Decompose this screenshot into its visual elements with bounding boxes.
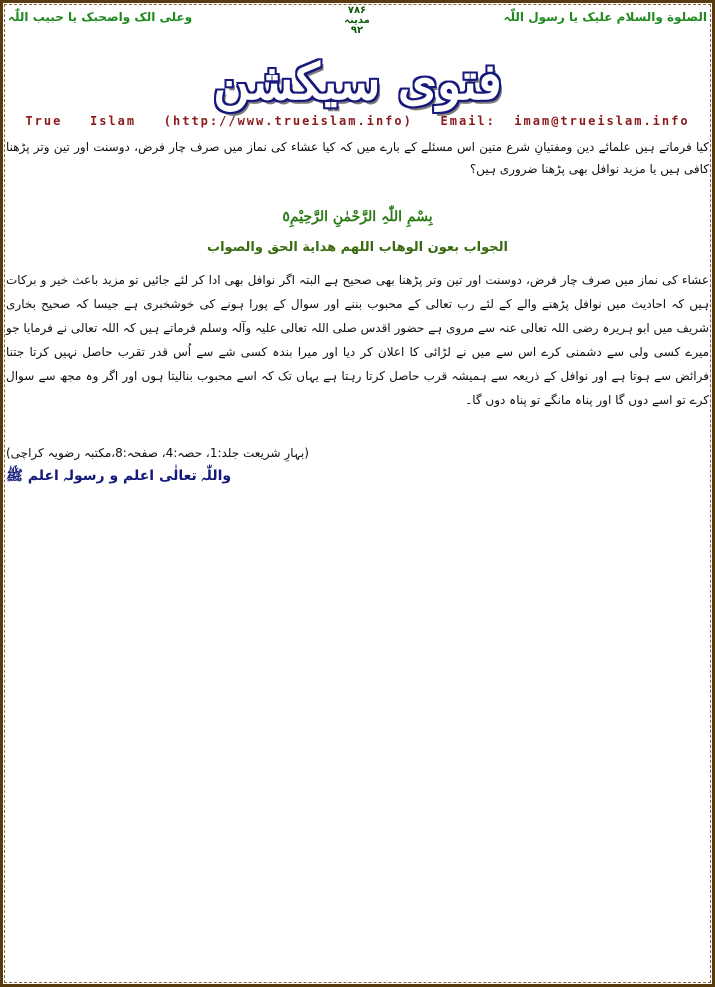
madani-bottom-number: ۹۲	[350, 25, 364, 36]
bismillah: بِسْمِ اللّٰہِ الرَّحْمٰنِ الرَّحِیْمِ٥	[282, 209, 433, 225]
madani-emblem	[332, 6, 382, 36]
answer-text: عشاء کی نماز میں صرف چار فرض، دوسنت اور تین وتر پڑھنا بھی صحیح ہے البتہ اگر نوافل بھی ادا کر لئے جائیں تو مزید باعث خیر و برکات ہیں کہ احادیث میں نوافل پڑھنے والے کے لئے رب تعالی کے محبوب بننے اور سوال کے پورا ہونے کی خوشخبری ہے جیسا کہ صحیح بخاری شریف میں ابو ہریرہ رضی اللہ تعالی عنہ سے مروی ہے حضور اقدس صلی اللہ تعالی علیہ وآلہ وسلم فرماتے ہیں کہ اللہ تعالی نے فرمایا جو میرے کسی ولی سے دشمنی کرے اس سے میں نے لڑائی کا اعلان کر دیا اور میرا بندہ کسی شے سے اُس قدر تقرب حاصل نہیں کرتا جتنا فرائض سے ہوتا ہے اور نوافل کے ذریعہ سے ہمیشہ قرب حاصل کرتا رہتا ہے یہاں تک کہ اسے محبوب بنالیتا ہوں اور اگر وہ مجھ سے سوال کرے تو اسے دوں گا اور پناہ مانگے تو پناہ دوں گا۔	[6, 273, 710, 407]
contact-line: True Islam (http://www.trueislam.info) Email: imam@trueislam.info	[25, 114, 690, 128]
salutation-right: الصلوة والسلام علیک یا رسول اللّٰہ	[503, 10, 707, 24]
page-title: فتوی سیکشن	[213, 52, 502, 111]
reference-citation: (بہارِ شریعت جلد:1، حصہ:4، صفحہ:8،مکتبہ رضویہ کراچی)	[6, 446, 309, 460]
madani-top-number: ۷۸۶	[347, 5, 367, 16]
answer-heading: الجواب بعون الوهاب اللهم هداية الحق والصواب	[207, 240, 508, 255]
closing-statement: واللّٰہ تعالٰی اعلم و رسولہ اعلم ﷺ	[6, 468, 232, 484]
madani-word: مدینہ	[344, 15, 370, 26]
question-text: کیا فرماتے ہیں علمائے دین ومفتیانِ شرع متین اس مسئلے کے بارے میں کہ کیا عشاء کی نماز میں صرف چار فرض، دوسنت اور تین وتر پڑھنا کافی ہیں یا مزید نوافل بھی پڑھنا ضروری ہیں؟	[6, 140, 709, 176]
salutation-left: وعلی الک واصحبک یا حبیب اللّٰہ	[8, 10, 193, 24]
